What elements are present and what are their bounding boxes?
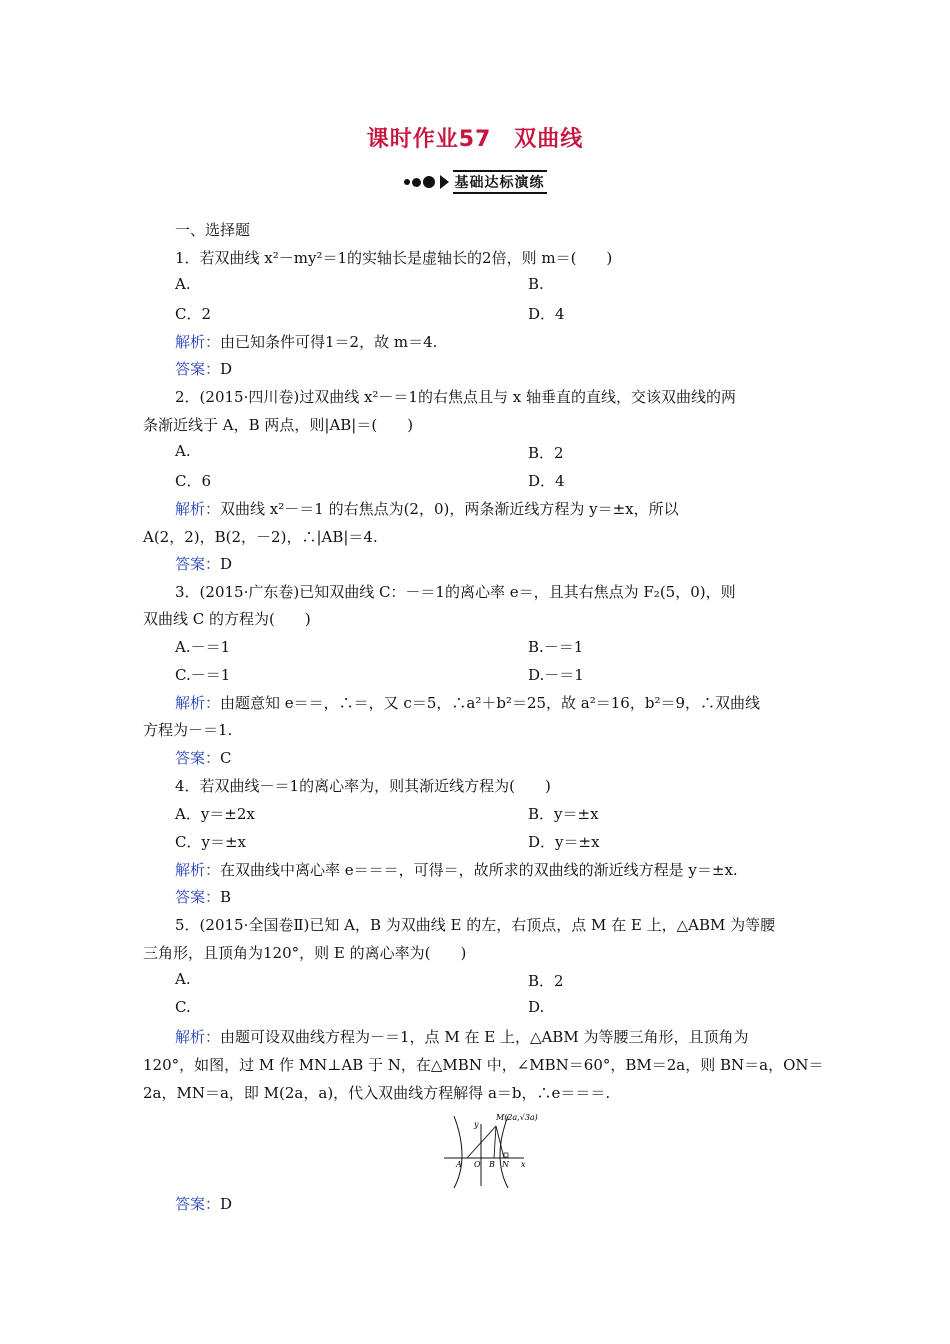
q5-option-a: A.	[175, 970, 191, 988]
q1-option-d: D．4	[528, 305, 565, 323]
q5-option-b: B．2	[528, 972, 564, 990]
section-banner	[0, 170, 950, 194]
q4-option-c: C．y＝±x	[175, 833, 246, 851]
q4-option-b: B．y＝±x	[528, 805, 599, 823]
q4-answer-value: B	[220, 888, 232, 906]
q2-answer	[175, 553, 232, 574]
q3-stem-line1: 3．(2015·广东卷)已知双曲线 C：－＝1的离心率 e＝，且其右焦点为 F₂(5，0)，则	[175, 583, 736, 601]
point-n-label: N	[502, 1160, 509, 1169]
q1-analysis	[175, 331, 437, 352]
answer-label: 答案：	[175, 888, 221, 906]
q5-answer-value: D	[220, 1195, 233, 1213]
q1-option-b: B.	[528, 275, 544, 293]
q5-stem-line1: 5．(2015·全国卷Ⅱ)已知 A，B 为双曲线 E 的左，右顶点，点 M 在 E 上，△ABM 为等腰	[175, 916, 776, 934]
point-o-label: O	[474, 1160, 481, 1169]
segment-bm	[494, 1126, 496, 1158]
q5-analysis-line3: 2a，MN＝a，即 M(2a，a)，代入双曲线方程解得 a＝b，∴e＝＝＝.	[143, 1084, 611, 1102]
q4-option-a: A．y＝±2x	[175, 805, 255, 823]
q5-stem-line2: 三角形，且顶角为120°，则 E 的离心率为( )	[143, 944, 467, 962]
q3-analysis-line2: 方程为－＝1.	[143, 721, 233, 739]
q3-option-d: D.－＝1	[528, 666, 584, 684]
analysis-label: 解析：	[175, 333, 221, 351]
right-branch	[500, 1116, 508, 1188]
point-b-label: B	[489, 1160, 495, 1169]
q2-option-d: D．4	[528, 472, 565, 490]
q1-answer	[175, 358, 232, 379]
section-heading: 一、选择题	[175, 221, 251, 239]
analysis-label: 解析：	[175, 1028, 221, 1046]
q2-option-c: C．6	[175, 472, 212, 490]
analysis-label: 解析：	[175, 861, 221, 879]
q3-analysis-text1: 由题意知 e＝＝，∴＝，又 c＝5，∴a²＋b²＝25，故 a²＝16，b²＝9，∴双曲线	[220, 694, 761, 712]
q3-option-a: A.－＝1	[175, 638, 231, 656]
q5-analysis-line1	[175, 1026, 748, 1047]
q5-analysis-text1: 由题可设双曲线方程为－＝1，点 M 在 E 上，△ABM 为等腰三角形，且顶角为	[220, 1028, 749, 1046]
answer-label: 答案：	[175, 360, 221, 378]
q3-option-c: C.－＝1	[175, 666, 231, 684]
analysis-label: 解析：	[175, 694, 221, 712]
answer-label: 答案：	[175, 749, 221, 767]
right-angle-mark	[504, 1153, 508, 1157]
q4-answer	[175, 886, 231, 907]
q1-option-c: C．2	[175, 305, 212, 323]
q1-option-a: A.	[175, 275, 191, 293]
q1-answer-value: D	[220, 360, 233, 378]
q1-stem: 1．若双曲线 x²－my²＝1的实轴长是虚轴长的2倍，则 m＝( )	[175, 249, 613, 267]
banner-dots-icon	[404, 176, 437, 188]
q2-analysis-text1: 双曲线 x²－＝1 的右焦点为(2，0)，两条渐近线方程为 y＝±x，所以	[220, 500, 679, 518]
banner-arrow-icon	[440, 175, 449, 189]
q5-analysis-line2: 120°，如图，过 M 作 MN⊥AB 于 N，在△MBN 中，∠MBN＝60°，BM＝2a，则 BN＝a，ON＝	[143, 1056, 824, 1074]
q1-analysis-text: 由已知条件可得1＝2，故 m＝4.	[220, 333, 438, 351]
y-axis-label: y	[474, 1120, 479, 1129]
x-axis-label: x	[521, 1160, 526, 1169]
q3-answer	[175, 747, 232, 768]
q4-stem: 4．若双曲线－＝1的离心率为，则其渐近线方程为( )	[175, 777, 551, 795]
point-a-label: A	[456, 1160, 462, 1169]
q2-option-a: A.	[175, 442, 191, 460]
q3-stem-line2: 双曲线 C 的方程为( )	[143, 610, 311, 628]
q2-option-b: B．2	[528, 444, 564, 462]
q4-analysis	[175, 859, 738, 880]
banner-label: 基础达标演练	[453, 170, 547, 194]
analysis-label: 解析：	[175, 500, 221, 518]
q2-analysis-line1	[175, 498, 679, 519]
q5-option-c: C.	[175, 998, 191, 1016]
q2-stem-line2: 条渐近线于 A，B 两点，则|AB|＝( )	[143, 416, 414, 434]
q3-option-b: B.－＝1	[528, 638, 584, 656]
answer-label: 答案：	[175, 555, 221, 573]
q2-answer-value: D	[220, 555, 233, 573]
q2-stem-line1: 2．(2015·四川卷)过双曲线 x²－＝1的右焦点且与 x 轴垂直的直线，交该双曲线的两	[175, 388, 736, 406]
q2-analysis-line2: A(2，2)，B(2，－2)，∴|AB|＝4.	[143, 528, 378, 546]
point-m-label: M(2a,√3a)	[496, 1113, 538, 1122]
answer-label: 答案：	[175, 1195, 221, 1213]
hyperbola-figure	[440, 1110, 550, 1190]
left-branch	[454, 1116, 462, 1188]
q4-analysis-text: 在双曲线中离心率 e＝＝＝，可得＝，故所求的双曲线的渐近线方程是 y＝±x.	[220, 861, 738, 879]
q3-analysis-line1	[175, 692, 760, 713]
q5-answer	[175, 1193, 232, 1214]
q5-option-d: D.	[528, 998, 545, 1016]
q4-option-d: D．y＝±x	[528, 833, 600, 851]
q3-answer-value: C	[220, 749, 232, 767]
page-title: 课时作业57 双曲线	[366, 127, 584, 152]
